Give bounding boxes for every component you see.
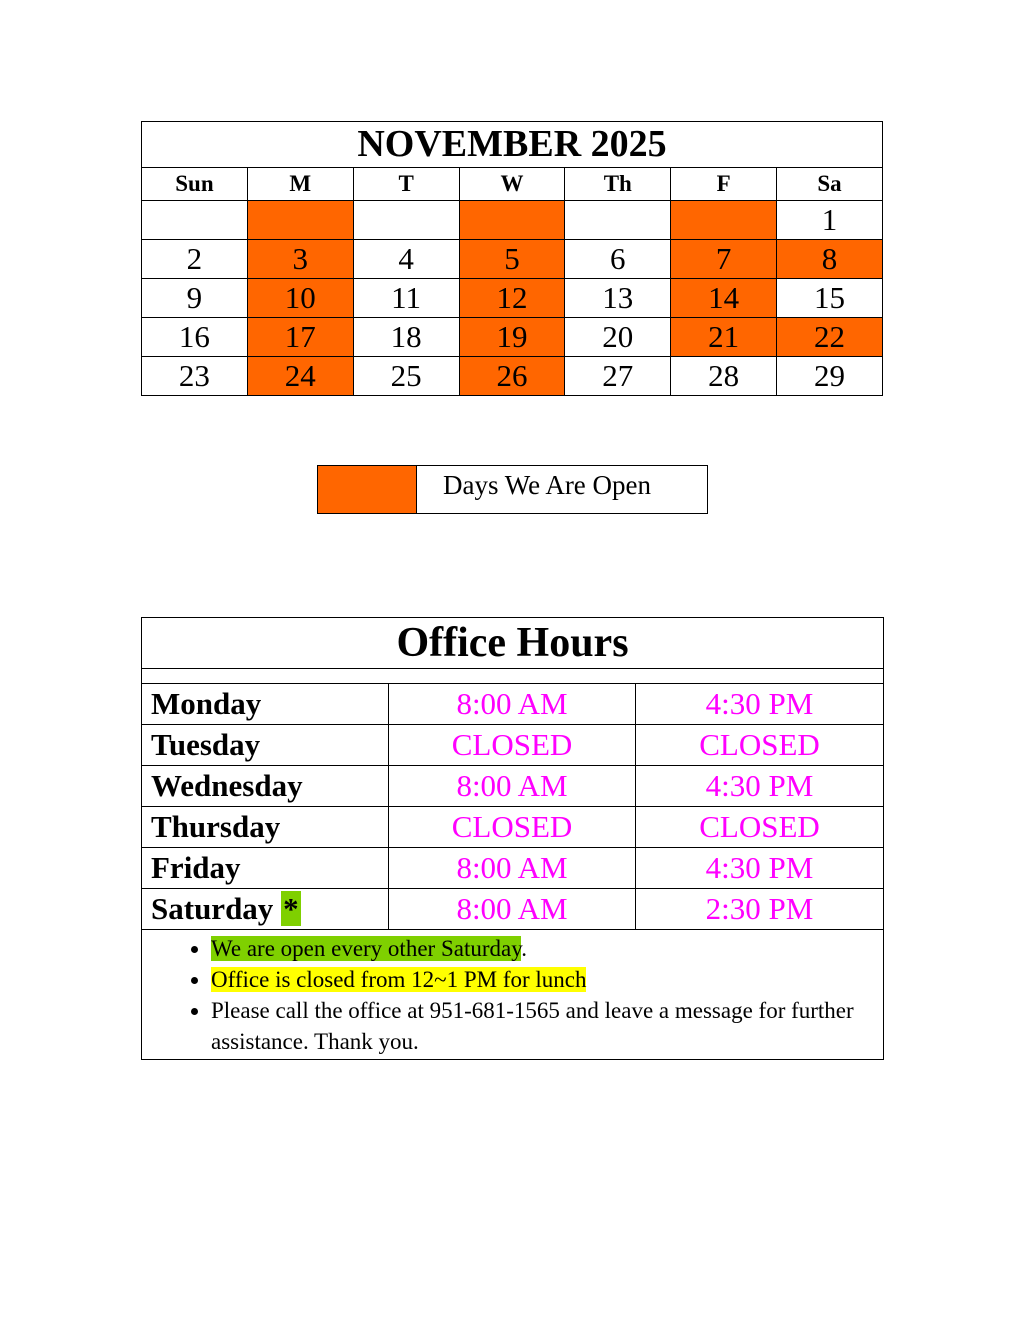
- calendar-title: NOVEMBER 2025: [142, 122, 883, 168]
- note-lunch: [211, 964, 883, 995]
- hours-open: CLOSED: [389, 807, 636, 848]
- calendar-week: [142, 201, 883, 240]
- hours-row: [142, 684, 884, 725]
- hours-day: Wednesday: [142, 766, 389, 807]
- calendar-day: 24: [247, 357, 353, 396]
- calendar-day: 8: [777, 240, 883, 279]
- calendar-day: 20: [565, 318, 671, 357]
- spacer-row: [142, 669, 884, 684]
- calendar-day: 22: [777, 318, 883, 357]
- calendar-table: [141, 121, 883, 396]
- days-of-week-row: [142, 168, 883, 201]
- hours-close: 2:30 PM: [636, 889, 884, 930]
- hours-day: Monday: [142, 684, 389, 725]
- hours-day-saturday: [142, 889, 389, 930]
- calendar-day: 28: [671, 357, 777, 396]
- calendar-week: [142, 240, 883, 279]
- calendar-day: 18: [353, 318, 459, 357]
- office-hours-title: Office Hours: [142, 618, 884, 669]
- calendar-day: 2: [142, 240, 248, 279]
- dow-tue: T: [353, 168, 459, 201]
- dow-mon: M: [247, 168, 353, 201]
- calendar-week: [142, 318, 883, 357]
- calendar-day: [459, 201, 565, 240]
- calendar-day: [353, 201, 459, 240]
- calendar-day: 26: [459, 357, 565, 396]
- hours-open: 8:00 AM: [389, 848, 636, 889]
- calendar-day: 6: [565, 240, 671, 279]
- hours-day: Friday: [142, 848, 389, 889]
- hours-day: Thursday: [142, 807, 389, 848]
- calendar-day: 11: [353, 279, 459, 318]
- calendar-day: 7: [671, 240, 777, 279]
- calendar-day: 12: [459, 279, 565, 318]
- hours-close: 4:30 PM: [636, 848, 884, 889]
- calendar-day: 9: [142, 279, 248, 318]
- calendar-day: 27: [565, 357, 671, 396]
- legend-label: Days We Are Open: [417, 466, 708, 514]
- calendar-day: 21: [671, 318, 777, 357]
- note-call: [211, 995, 883, 1057]
- hours-open: CLOSED: [389, 725, 636, 766]
- notes-list: [142, 933, 883, 1057]
- legend: [317, 465, 708, 514]
- calendar-day: 10: [247, 279, 353, 318]
- calendar-week: [142, 279, 883, 318]
- calendar-day: [671, 201, 777, 240]
- office-hours-table: [141, 617, 884, 1060]
- calendar-day: 29: [777, 357, 883, 396]
- calendar-day: 17: [247, 318, 353, 357]
- calendar-day: [565, 201, 671, 240]
- note-saturday: [211, 933, 883, 964]
- notes-cell: [142, 930, 884, 1060]
- lunch-note-text: Office is closed from 12~1 PM for lunch: [211, 967, 587, 992]
- saturday-note-text: We are open every other Saturday: [211, 936, 522, 961]
- hours-row: [142, 725, 884, 766]
- hours-day: Tuesday: [142, 725, 389, 766]
- dow-wed: W: [459, 168, 565, 201]
- hours-row: [142, 848, 884, 889]
- calendar-day: 3: [247, 240, 353, 279]
- dow-sat: Sa: [777, 168, 883, 201]
- calendar-day: [247, 201, 353, 240]
- calendar-week: [142, 357, 883, 396]
- calendar-day: 4: [353, 240, 459, 279]
- hours-row: [142, 807, 884, 848]
- calendar-day: 23: [142, 357, 248, 396]
- calendar-day: 15: [777, 279, 883, 318]
- calendar-day: 1: [777, 201, 883, 240]
- legend-swatch: [318, 466, 417, 514]
- calendar-day: 13: [565, 279, 671, 318]
- hours-close: 4:30 PM: [636, 684, 884, 725]
- saturday-asterisk: *: [283, 891, 299, 926]
- calendar-day: 14: [671, 279, 777, 318]
- hours-row: [142, 889, 884, 930]
- hours-open: 8:00 AM: [389, 766, 636, 807]
- hours-row: [142, 766, 884, 807]
- dow-fri: F: [671, 168, 777, 201]
- hours-open: 8:00 AM: [389, 684, 636, 725]
- calendar-day: 19: [459, 318, 565, 357]
- saturday-label: Saturday: [151, 891, 274, 926]
- dow-thu: Th: [565, 168, 671, 201]
- dow-sun: Sun: [142, 168, 248, 201]
- calendar-day: [142, 201, 248, 240]
- hours-close: CLOSED: [636, 725, 884, 766]
- calendar-day: 25: [353, 357, 459, 396]
- hours-open: 8:00 AM: [389, 889, 636, 930]
- hours-close: 4:30 PM: [636, 766, 884, 807]
- calendar-day: 16: [142, 318, 248, 357]
- calendar-day: 5: [459, 240, 565, 279]
- call-note-text: Please call the office at 951-681-1565 and leave a message for further assistance. Thank you.: [211, 998, 854, 1054]
- saturday-note-end: .: [521, 936, 527, 961]
- hours-close: CLOSED: [636, 807, 884, 848]
